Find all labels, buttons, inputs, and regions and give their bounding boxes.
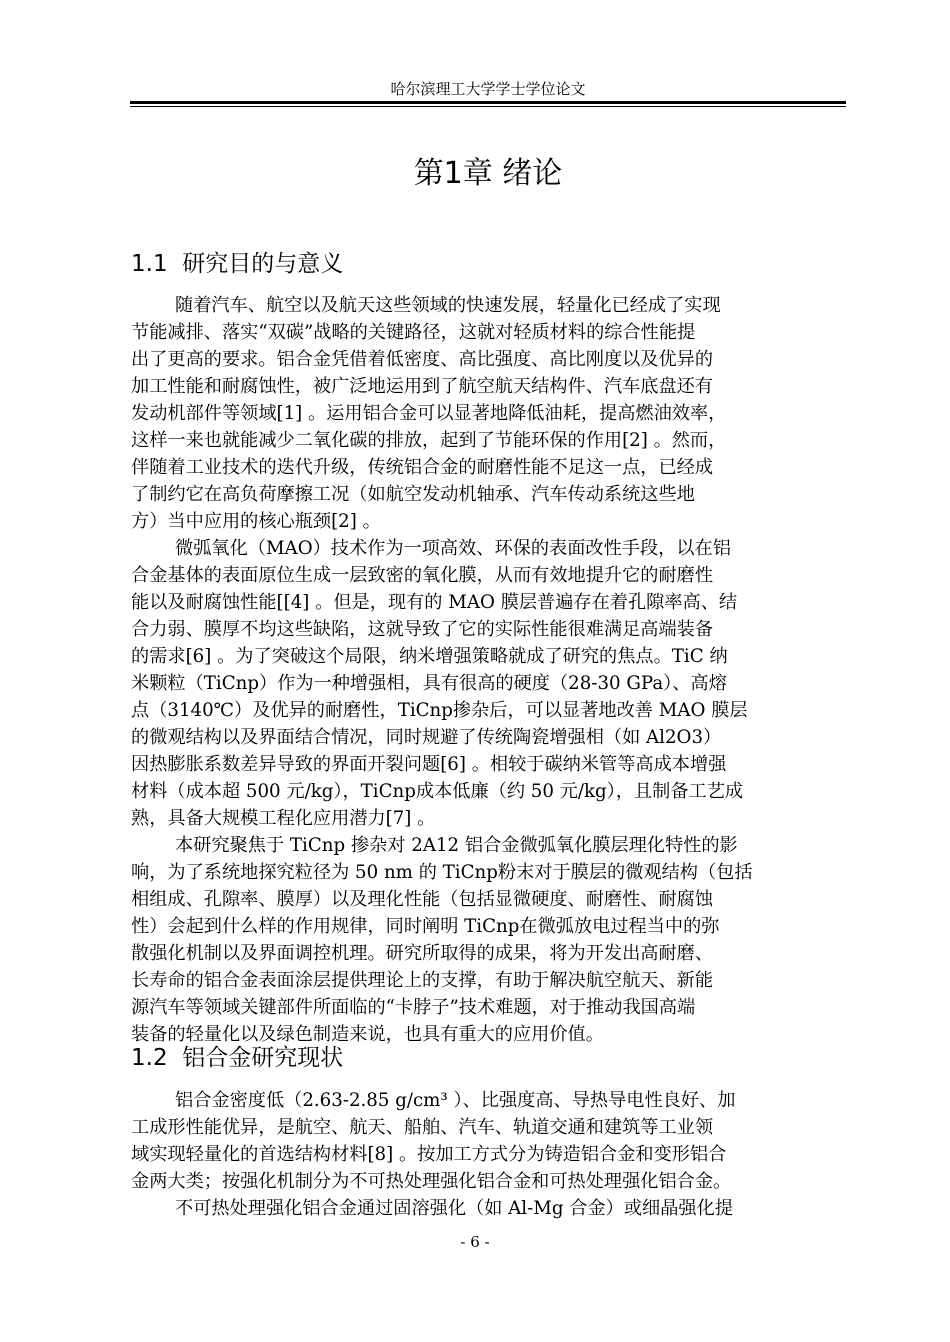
body-line: 响，为了系统地探究粒径为 50 nm 的 TiCnp粉末对于膜层的微观结构（包括 xyxy=(131,862,753,883)
header-rule-thick xyxy=(130,101,846,104)
body-line: 工成形性能优异，是航空、航天、船舶、汽车、轨道交通和建筑等工业领 xyxy=(131,1117,714,1138)
body-line: 合力弱、膜厚不均这些缺陷，这就导致了它的实际性能很难满足高端装备 xyxy=(131,619,714,640)
body-line: 米颗粒（TiCnp）作为一种增强相，具有很高的硬度（28-30 GPa）、高熔 xyxy=(131,673,727,694)
body-line: 因热膨胀系数差异导致的界面开裂问题[6] 。相较于碳纳米管等高成本增强 xyxy=(131,754,727,775)
body-line: 铝合金密度低（2.63-2.85 g/cm³ ）、比强度高、导热导电性良好、加 xyxy=(175,1090,736,1111)
body-line: 性）会起到什么样的作用规律，同时阐明 TiCnp在微弧放电过程当中的弥 xyxy=(131,916,720,937)
body-line: 点（3140℃）及优异的耐磨性，TiCnp掺杂后，可以显著地改善 MAO 膜层 xyxy=(131,700,748,721)
body-line: 出了更高的要求。铝合金凭借着低密度、高比强度、高比刚度以及优异的 xyxy=(131,349,714,370)
body-line: 发动机部件等领域[1] 。运用铝合金可以显著地降低油耗，提高燃油效率， xyxy=(131,403,727,424)
body-line: 不可热处理强化铝合金通过固溶强化（如 Al-Mg 合金）或细晶强化提 xyxy=(175,1198,733,1219)
body-line: 熟，具备大规模工程化应用潜力[7] 。 xyxy=(131,808,436,829)
body-line: 伴随着工业技术的迭代升级，传统铝合金的耐磨性能不足这一点，已经成 xyxy=(131,457,714,478)
body-line: 材料（成本超 500 元/kg），TiCnp成本低廉（约 50 元/kg），且制备工艺成 xyxy=(131,781,744,802)
body-line: 相组成、孔隙率、膜厚）以及理化性能（包括显微硬度、耐磨性、耐腐蚀 xyxy=(131,889,714,910)
section-title-1-2: 1.2 铝合金研究现状 xyxy=(131,1045,344,1071)
body-line: 长寿命的铝合金表面涂层提供理论上的支撑，有助于解决航空航天、新能 xyxy=(131,970,714,991)
body-line: 的微观结构以及界面结合情况，同时规避了传统陶瓷增强相（如 Al2O3） xyxy=(131,727,722,748)
body-line: 散强化机制以及界面调控机理。研究所取得的成果，将为开发出高耐磨、 xyxy=(131,943,714,964)
chapter-title: 第1章 绪论 xyxy=(413,156,563,191)
section-1-1-body xyxy=(131,292,847,1048)
body-line: 本研究聚焦于 TiCnp 掺杂对 2A12 铝合金微弧氧化膜层理化特性的影 xyxy=(175,835,738,856)
body-line: 源汽车等领域关键部件所面临的“卡脖子”技术难题，对于推动我国高端 xyxy=(131,997,696,1018)
body-line: 随着汽车、航空以及航天这些领域的快速发展，轻量化已经成了实现 xyxy=(175,295,721,316)
header-rule-thin xyxy=(130,106,846,107)
body-line: 节能减排、落实“双碳”战略的关键路径，这就对轻质材料的综合性能提 xyxy=(131,322,696,343)
body-line: 微弧氧化（MAO）技术作为一项高效、环保的表面改性手段，以在铝 xyxy=(175,538,731,559)
body-line: 方）当中应用的核心瓶颈[2] 。 xyxy=(131,511,381,532)
body-line: 的需求[6] 。为了突破这个局限，纳米增强策略就成了研究的焦点。TiC 纳 xyxy=(131,646,728,667)
body-line: 合金基体的表面原位生成一层致密的氧化膜，从而有效地提升它的耐磨性 xyxy=(131,565,714,586)
body-line: 这样一来也就能减少二氧化碳的排放，起到了节能环保的作用[2] 。然而， xyxy=(131,430,727,451)
running-header: 哈尔滨理工大学学士学位论文 xyxy=(390,80,586,98)
body-line: 了制约它在高负荷摩擦工况（如航空发动机轴承、汽车传动系统这些地 xyxy=(131,484,695,505)
body-line: 域实现轻量化的首选结构材料[8] 。按加工方式分为铸造铝合金和变形铝合 xyxy=(131,1144,727,1165)
body-line: 装备的轻量化以及绿色制造来说，也具有重大的应用价值。 xyxy=(131,1024,604,1045)
body-line: 能以及耐腐蚀性能[[4] 。但是，现有的 MAO 膜层普遍存在着孔隙率高、结 xyxy=(131,592,738,613)
section-title-1-1: 1.1 研究目的与意义 xyxy=(131,251,344,277)
body-line: 金两大类；按强化机制分为不可热处理强化铝合金和可热处理强化铝合金。 xyxy=(131,1171,732,1192)
page-number: - 6 - xyxy=(460,1233,490,1251)
body-line: 加工性能和耐腐蚀性，被广泛地运用到了航空航天结构件、汽车底盘还有 xyxy=(131,376,714,397)
section-1-2-body xyxy=(131,1087,847,1222)
